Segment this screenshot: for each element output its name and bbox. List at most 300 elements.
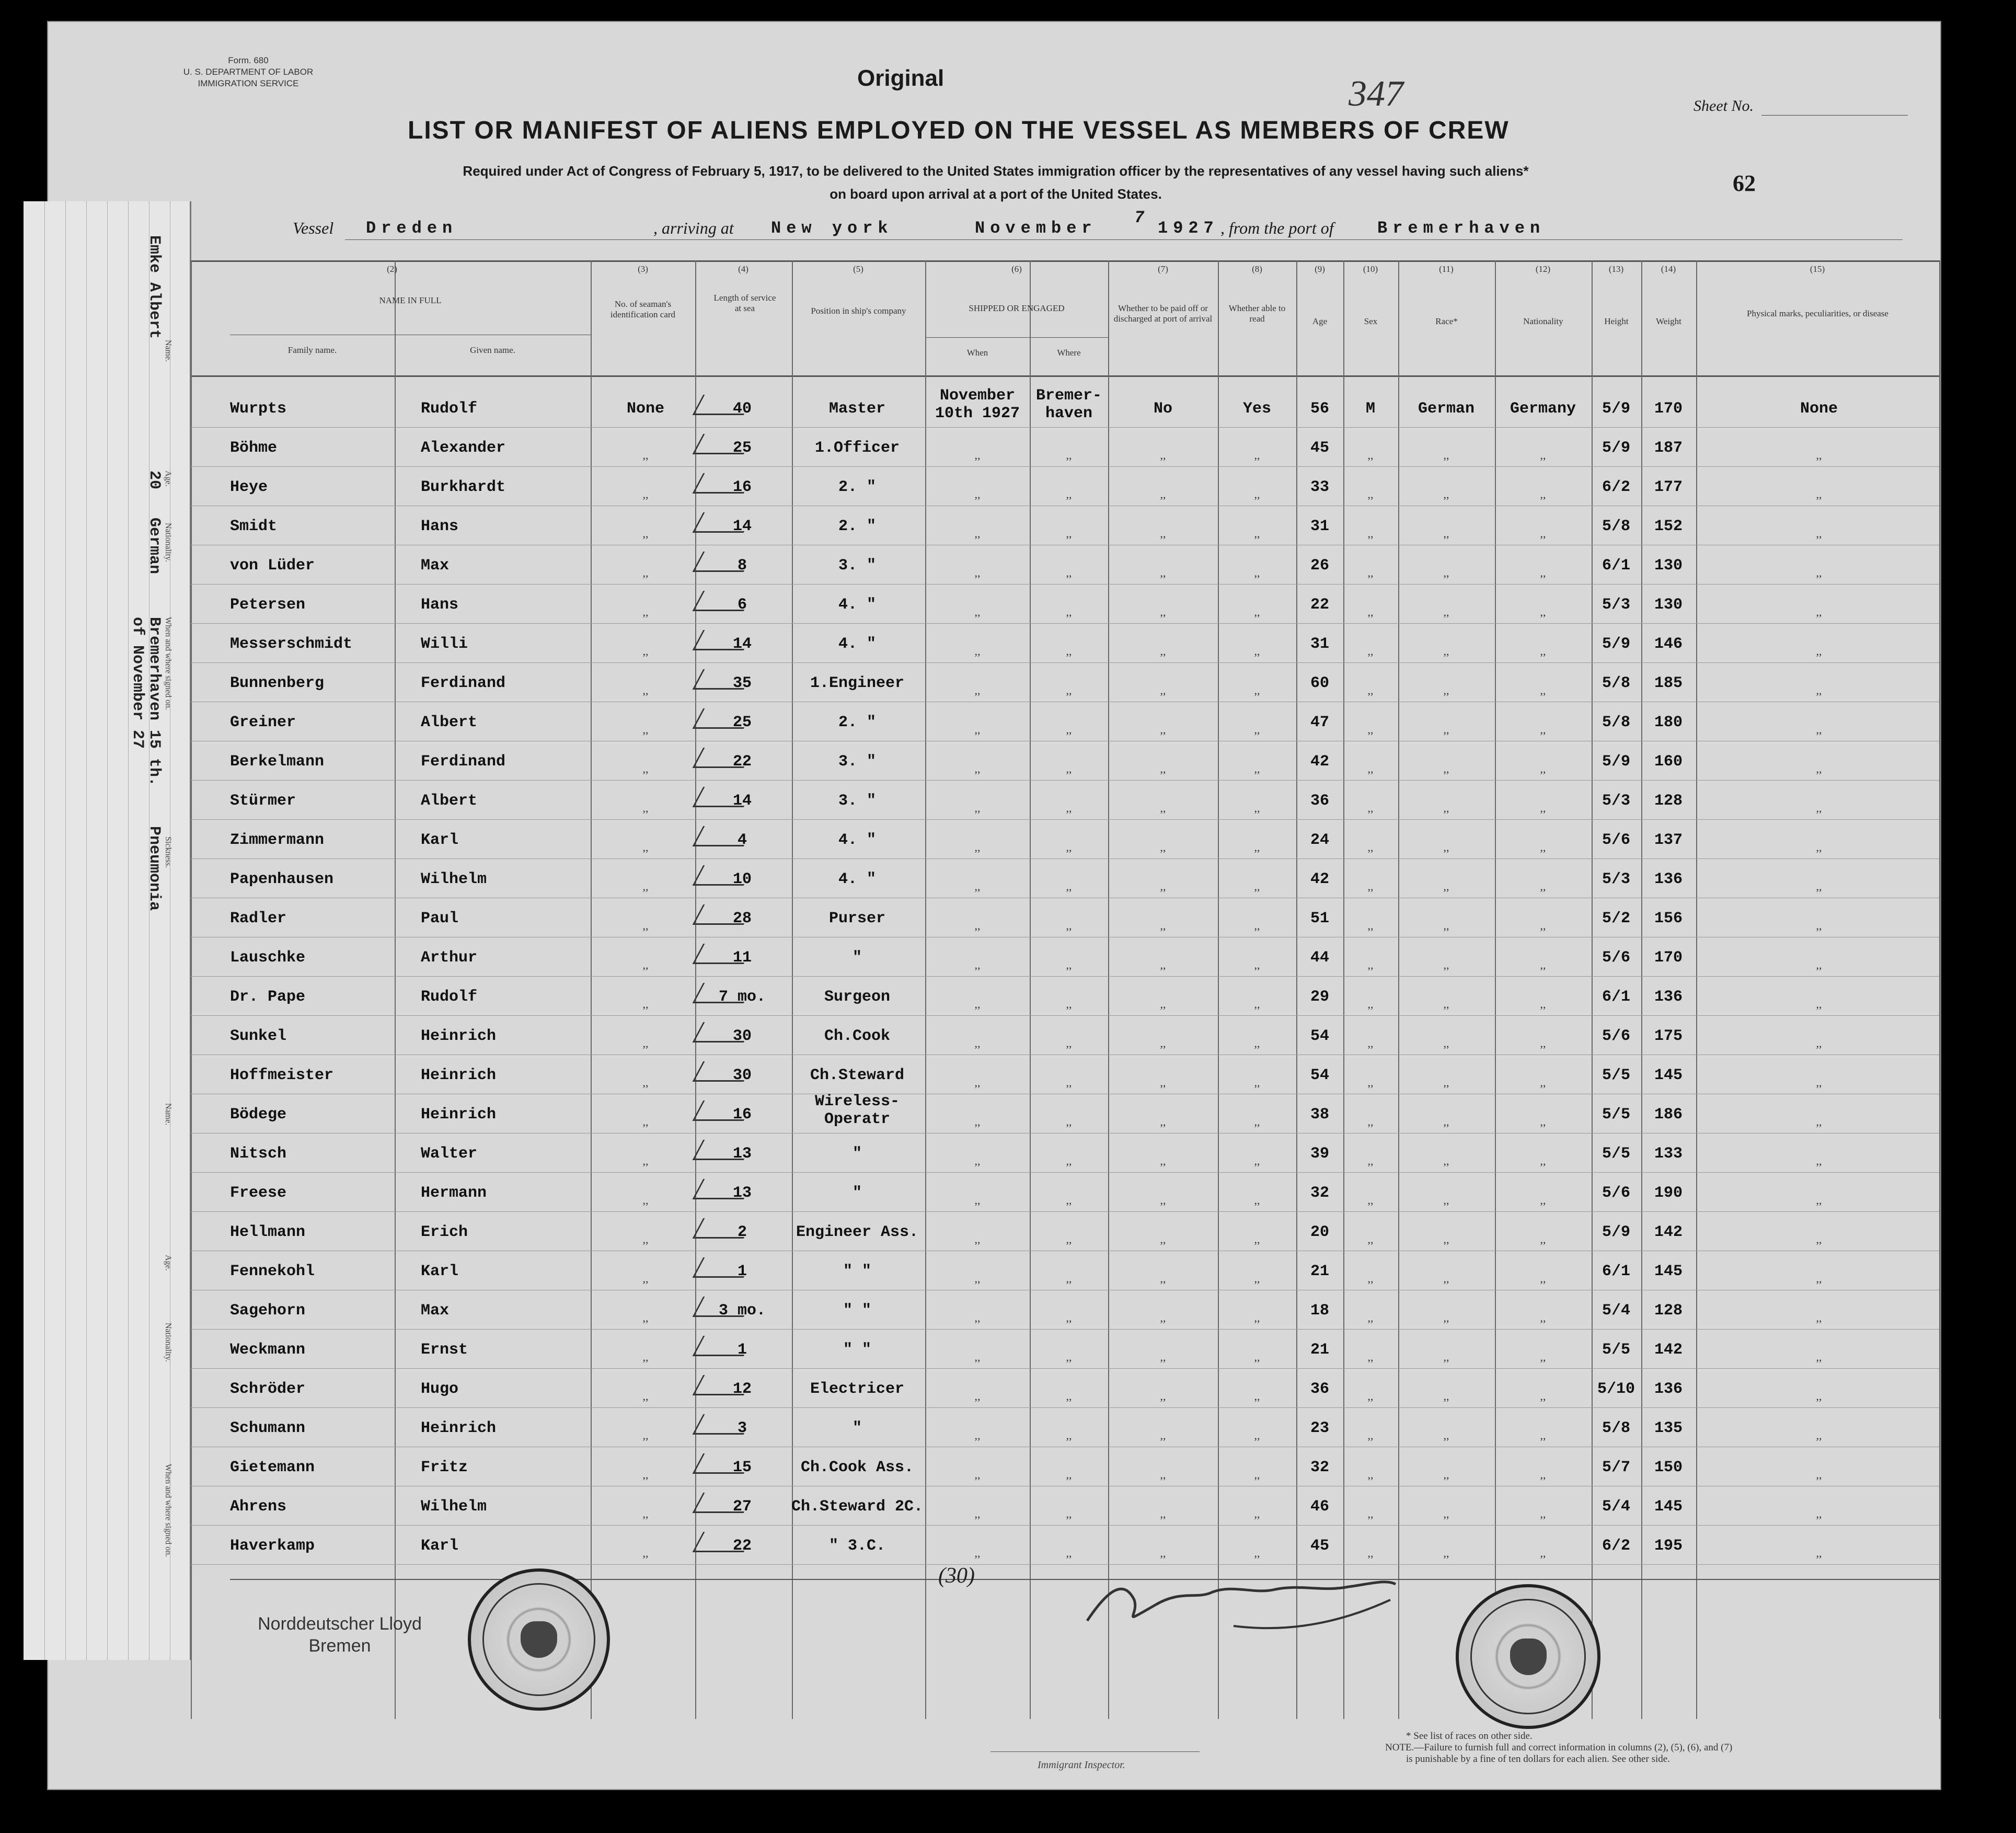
check-mark: [693, 1532, 755, 1552]
check-mark: [693, 1297, 755, 1317]
cell-weight: 156: [1654, 910, 1683, 927]
cell-nationality: ,,: [1540, 762, 1546, 775]
cell-service: 13: [732, 1145, 752, 1163]
cell-marks: ,,: [1816, 1194, 1822, 1207]
cell-family: Sagehorn: [230, 1302, 306, 1320]
strip-signed-on: Bremerhaven 15 th.: [145, 617, 163, 787]
original-label: Original: [857, 65, 944, 91]
col-physical-marks: Physical marks, peculiarities, or disease: [1747, 308, 1888, 318]
cell-card: ,,: [642, 998, 649, 1011]
cell-race: ,,: [1443, 841, 1449, 854]
cell-read: ,,: [1254, 1546, 1260, 1560]
cell-age: 36: [1310, 792, 1330, 810]
row-rule: [191, 1407, 1939, 1408]
cell-card: ,,: [642, 1272, 649, 1285]
consulate-stamp-left: [468, 1568, 610, 1711]
cell-race: ,,: [1443, 488, 1449, 501]
check-mark: [693, 1179, 755, 1199]
cell-height: 6/1: [1602, 1263, 1631, 1280]
cell-weight: 160: [1654, 753, 1683, 771]
cell-sex: ,,: [1367, 488, 1374, 501]
cell-nationality: ,,: [1540, 1468, 1546, 1481]
footnote-races: * See list of races on other side.: [1406, 1731, 1533, 1742]
cell-position: Ch.Steward 2C.: [791, 1498, 924, 1516]
cell-service: 16: [732, 478, 752, 496]
check-mark: [693, 1375, 755, 1395]
cell-card: ,,: [642, 645, 649, 658]
cell-nationality: ,,: [1540, 801, 1546, 815]
strip-header-name-2: Name.: [164, 1103, 172, 1126]
cell-sex: M: [1365, 400, 1376, 418]
cell-race: ,,: [1443, 1311, 1449, 1324]
cell-paid: ,,: [1160, 488, 1166, 501]
row-rule: [191, 1564, 1939, 1565]
cell-nationality: ,,: [1540, 1350, 1546, 1364]
cell-where: ,,: [1066, 1037, 1072, 1050]
cell-age: 45: [1310, 1537, 1330, 1555]
cell-height: 5/6: [1602, 1184, 1631, 1202]
cell-marks: ,,: [1816, 880, 1822, 893]
cell-height: 5/6: [1602, 1027, 1631, 1045]
cell-family: Dr. Pape: [230, 988, 306, 1006]
cell-service: 6: [737, 596, 747, 614]
cell-given: Max: [421, 1302, 450, 1320]
vessel-name: Dreden: [366, 219, 458, 238]
cell-height: 5/8: [1602, 674, 1631, 692]
col-num-5: (5): [853, 264, 863, 274]
cell-where: ,,: [1066, 1507, 1072, 1520]
cell-weight: 152: [1654, 518, 1683, 535]
cell-nationality: ,,: [1540, 1115, 1546, 1128]
cell-given: Hans: [421, 596, 459, 614]
cell-read: ,,: [1254, 801, 1260, 815]
cell-card: ,,: [642, 1115, 649, 1128]
cell-service: 4: [737, 831, 747, 849]
cell-marks: ,,: [1816, 1115, 1822, 1128]
cell-sex: ,,: [1367, 841, 1374, 854]
cell-where: ,,: [1066, 1272, 1072, 1285]
cell-service: 25: [732, 714, 752, 731]
cell-sex: ,,: [1367, 1272, 1374, 1285]
cell-age: 31: [1310, 635, 1330, 653]
cell-position: ": [852, 1419, 862, 1437]
cell-sex: ,,: [1367, 1154, 1374, 1167]
cell-service: 13: [732, 1184, 752, 1202]
cell-where: ,,: [1066, 605, 1072, 618]
cell-race: ,,: [1443, 605, 1449, 618]
cell-service: 12: [732, 1380, 752, 1398]
cell-card: ,,: [642, 566, 649, 579]
cell-race: ,,: [1443, 1390, 1449, 1403]
cell-given: Wilhelm: [421, 870, 487, 888]
col-race: Race*: [1435, 316, 1458, 326]
row-rule: [191, 1172, 1939, 1173]
cell-marks: ,,: [1816, 1037, 1822, 1050]
company-line-2: Bremen: [308, 1636, 371, 1656]
col-weight: Weight: [1656, 316, 1681, 326]
cell-marks: ,,: [1816, 1468, 1822, 1481]
cell-nationality: ,,: [1540, 1546, 1546, 1560]
cell-when: November 10th 1927: [935, 387, 1020, 422]
cell-height: 5/3: [1602, 596, 1631, 614]
cell-read: ,,: [1254, 1154, 1260, 1167]
cell-when: ,,: [974, 1390, 981, 1403]
cell-read: ,,: [1254, 684, 1260, 697]
cell-where: ,,: [1066, 998, 1072, 1011]
cell-weight: 150: [1654, 1459, 1683, 1476]
cell-when: ,,: [974, 723, 981, 736]
cell-nationality: ,,: [1540, 1311, 1546, 1324]
vessel-label: Vessel: [293, 219, 334, 237]
cell-read: ,,: [1254, 566, 1260, 579]
cell-nationality: ,,: [1540, 919, 1546, 932]
cell-where: ,,: [1066, 801, 1072, 815]
cell-paid: ,,: [1160, 1468, 1166, 1481]
cell-weight: 136: [1654, 988, 1683, 1006]
cell-race: ,,: [1443, 1546, 1449, 1560]
cell-position: ": [852, 1184, 862, 1202]
cell-marks: ,,: [1816, 841, 1822, 854]
cell-card: None: [626, 400, 665, 418]
strip-header-age: Age.: [164, 471, 172, 487]
cell-service: 10: [732, 870, 752, 888]
strip-header-signed-2: When and where signed on.: [164, 1464, 172, 1557]
cell-service: 30: [732, 1067, 752, 1084]
cell-sex: ,,: [1367, 449, 1374, 462]
cell-given: Arthur: [421, 949, 478, 967]
cell-card: ,,: [642, 1468, 649, 1481]
check-mark: [693, 944, 755, 964]
cell-card: ,,: [642, 1194, 649, 1207]
cell-nationality: Germany: [1510, 400, 1576, 418]
cell-service: 22: [732, 753, 752, 771]
cell-position: " ": [843, 1302, 872, 1320]
cell-height: 5/8: [1602, 518, 1631, 535]
cell-given: Hugo: [421, 1380, 459, 1398]
check-mark: [693, 1493, 755, 1513]
cell-when: ,,: [974, 1507, 981, 1520]
col-num-12: (12): [1535, 264, 1551, 274]
cell-age: 54: [1310, 1067, 1330, 1084]
cell-read: ,,: [1254, 645, 1260, 658]
cell-given: Wilhelm: [421, 1498, 487, 1516]
cell-age: 31: [1310, 518, 1330, 535]
cell-weight: 145: [1654, 1067, 1683, 1084]
cell-race: ,,: [1443, 1233, 1449, 1246]
cell-nationality: ,,: [1540, 723, 1546, 736]
cell-service: 8: [737, 557, 747, 575]
cell-height: 5/5: [1602, 1145, 1631, 1163]
cell-nationality: ,,: [1540, 841, 1546, 854]
cell-weight: 185: [1654, 674, 1683, 692]
cell-race: ,,: [1443, 801, 1449, 815]
cell-paid: ,,: [1160, 1390, 1166, 1403]
cell-where: ,,: [1066, 566, 1072, 579]
cell-given: Max: [421, 557, 450, 575]
cell-position: Ch.Cook Ass.: [800, 1459, 914, 1476]
arrival-day: 7: [1134, 208, 1150, 227]
check-mark: [693, 826, 755, 846]
cell-family: Sunkel: [230, 1027, 287, 1045]
cell-when: ,,: [974, 645, 981, 658]
cell-where: ,,: [1066, 684, 1072, 697]
cell-service: 16: [732, 1106, 752, 1124]
cell-read: ,,: [1254, 1194, 1260, 1207]
cell-position: Ch.Steward: [810, 1067, 905, 1084]
check-mark: [693, 1453, 755, 1474]
cell-age: 36: [1310, 1380, 1330, 1398]
cell-service: 3 mo.: [718, 1302, 766, 1320]
cell-nationality: ,,: [1540, 1076, 1546, 1089]
cell-nationality: ,,: [1540, 1233, 1546, 1246]
check-mark: [693, 591, 755, 611]
cell-card: ,,: [642, 449, 649, 462]
strip-nationality: German: [145, 518, 163, 575]
cell-family: Nitsch: [230, 1145, 287, 1163]
cell-weight: 145: [1654, 1498, 1683, 1516]
col-shipped-engaged: SHIPPED OR ENGAGED: [969, 303, 1065, 313]
cell-family: Gietemann: [230, 1459, 315, 1476]
company-line-1: Norddeutscher Lloyd: [258, 1614, 422, 1634]
cell-nationality: ,,: [1540, 998, 1546, 1011]
row-rule: [191, 1015, 1939, 1016]
col-height: Height: [1604, 316, 1629, 326]
cell-paid: ,,: [1160, 684, 1166, 697]
cell-where: ,,: [1066, 645, 1072, 658]
cell-family: Messerschmidt: [230, 635, 353, 653]
check-mark: [693, 1022, 755, 1042]
col-num-2: (2): [387, 264, 397, 274]
cell-paid: ,,: [1160, 605, 1166, 618]
cell-race: ,,: [1443, 1507, 1449, 1520]
cell-marks: ,,: [1816, 1233, 1822, 1246]
cell-sex: ,,: [1367, 723, 1374, 736]
cell-read: ,,: [1254, 1390, 1260, 1403]
cell-height: 5/5: [1602, 1106, 1631, 1124]
cell-sex: ,,: [1367, 1390, 1374, 1403]
cell-sex: ,,: [1367, 1115, 1374, 1128]
cell-service: 14: [732, 792, 752, 810]
cell-family: Schröder: [230, 1380, 306, 1398]
cell-given: Heinrich: [421, 1027, 497, 1045]
cell-card: ,,: [642, 1076, 649, 1089]
cell-weight: 137: [1654, 831, 1683, 849]
strip-age: 20: [145, 471, 163, 490]
cell-age: 54: [1310, 1027, 1330, 1045]
cell-age: 22: [1310, 596, 1330, 614]
cell-marks: None: [1800, 400, 1838, 418]
cell-nationality: ,,: [1540, 605, 1546, 618]
cell-age: 20: [1310, 1223, 1330, 1241]
cell-service: 40: [732, 400, 752, 418]
strip-header-signed: When and where signed on.: [164, 617, 172, 711]
cell-position: Electricer: [810, 1380, 905, 1398]
cell-marks: ,,: [1816, 488, 1822, 501]
cell-age: 51: [1310, 910, 1330, 927]
check-mark: [693, 1140, 755, 1160]
cell-when: ,,: [974, 449, 981, 462]
col-num-9: (9): [1315, 264, 1325, 274]
cell-position: 2. ": [838, 518, 877, 535]
cell-position: 4. ": [838, 635, 877, 653]
cell-weight: 175: [1654, 1027, 1683, 1045]
cell-height: 6/2: [1602, 478, 1631, 496]
cell-given: Willi: [421, 635, 468, 653]
cell-paid: ,,: [1160, 1194, 1166, 1207]
cell-race: ,,: [1443, 762, 1449, 775]
cell-race: ,,: [1443, 958, 1449, 971]
row-rule: [191, 1329, 1939, 1330]
footnote: [1385, 1731, 1908, 1765]
cell-weight: 145: [1654, 1263, 1683, 1280]
cell-race: ,,: [1443, 1350, 1449, 1364]
cell-sex: ,,: [1367, 645, 1374, 658]
cell-position: 4. ": [838, 596, 877, 614]
cell-paid: ,,: [1160, 449, 1166, 462]
cell-service: 28: [732, 910, 752, 927]
col-length-service: Length of service at sea: [713, 293, 776, 313]
cell-nationality: ,,: [1540, 1390, 1546, 1403]
cell-where: ,,: [1066, 958, 1072, 971]
cell-weight: 128: [1654, 792, 1683, 810]
cell-weight: 170: [1654, 949, 1683, 967]
cell-given: Hermann: [421, 1184, 487, 1202]
cell-when: ,,: [974, 1429, 981, 1442]
cell-age: 42: [1310, 753, 1330, 771]
cell-when: ,,: [974, 1546, 981, 1560]
side-strip: [24, 201, 191, 1660]
cell-nationality: ,,: [1540, 1429, 1546, 1442]
cell-age: 29: [1310, 988, 1330, 1006]
cell-nationality: ,,: [1540, 645, 1546, 658]
cell-sex: ,,: [1367, 762, 1374, 775]
cell-read: ,,: [1254, 527, 1260, 540]
cell-age: 60: [1310, 674, 1330, 692]
cell-paid: ,,: [1160, 1076, 1166, 1089]
cell-race: ,,: [1443, 919, 1449, 932]
crew-count: (30): [938, 1564, 975, 1588]
cell-position: 1.Engineer: [810, 674, 905, 692]
cell-age: 32: [1310, 1184, 1330, 1202]
cell-card: ,,: [642, 488, 649, 501]
cell-service: 27: [732, 1498, 752, 1516]
cell-when: ,,: [974, 1350, 981, 1364]
cell-card: ,,: [642, 841, 649, 854]
cell-height: 5/5: [1602, 1341, 1631, 1359]
cell-height: 5/6: [1602, 949, 1631, 967]
cell-when: ,,: [974, 998, 981, 1011]
sheet-no-label: Sheet No.: [1694, 97, 1754, 114]
row-rule: [191, 1368, 1939, 1369]
cell-sex: ,,: [1367, 880, 1374, 893]
cell-where: ,,: [1066, 723, 1072, 736]
cell-position: 2. ": [838, 714, 877, 731]
cell-read: ,,: [1254, 488, 1260, 501]
cell-card: ,,: [642, 958, 649, 971]
cell-age: 21: [1310, 1263, 1330, 1280]
arrival-month: November: [975, 219, 1097, 238]
cell-service: 25: [732, 439, 752, 457]
cell-paid: ,,: [1160, 880, 1166, 893]
cell-paid: ,,: [1160, 1429, 1166, 1442]
check-mark: [693, 748, 755, 768]
cell-where: ,,: [1066, 1468, 1072, 1481]
cell-where: ,,: [1066, 449, 1072, 462]
cell-age: 33: [1310, 478, 1330, 496]
cell-marks: ,,: [1816, 1311, 1822, 1324]
cell-marks: ,,: [1816, 1350, 1822, 1364]
cell-height: 6/2: [1602, 1537, 1631, 1555]
cell-read: ,,: [1254, 1233, 1260, 1246]
cell-sex: ,,: [1367, 605, 1374, 618]
strip-name: Emke Albert: [145, 235, 163, 339]
cell-when: ,,: [974, 488, 981, 501]
cell-card: ,,: [642, 1350, 649, 1364]
cell-nationality: ,,: [1540, 1272, 1546, 1285]
row-rule: [191, 466, 1939, 467]
cell-height: 5/10: [1597, 1380, 1635, 1398]
cell-position: 4. ": [838, 870, 877, 888]
cell-family: Fennekohl: [230, 1263, 315, 1280]
cell-marks: ,,: [1816, 684, 1822, 697]
cell-marks: ,,: [1816, 1507, 1822, 1520]
cell-family: Radler: [230, 910, 287, 927]
cell-paid: ,,: [1160, 645, 1166, 658]
row-rule: [191, 427, 1939, 428]
cell-family: Heye: [230, 478, 268, 496]
cell-given: Heinrich: [421, 1419, 497, 1437]
cell-nationality: ,,: [1540, 1037, 1546, 1050]
cell-height: 6/1: [1602, 988, 1631, 1006]
cell-race: ,,: [1443, 684, 1449, 697]
consulate-stamp-right: [1456, 1584, 1600, 1729]
cell-card: ,,: [642, 1311, 649, 1324]
cell-service: 14: [732, 635, 752, 653]
cell-age: 42: [1310, 870, 1330, 888]
cell-weight: 187: [1654, 439, 1683, 457]
cell-card: ,,: [642, 919, 649, 932]
cell-age: 39: [1310, 1145, 1330, 1163]
cell-where: ,,: [1066, 1115, 1072, 1128]
check-mark: [693, 512, 755, 533]
check-mark: [693, 473, 755, 494]
cell-marks: ,,: [1816, 1390, 1822, 1403]
cell-position: " ": [843, 1263, 872, 1280]
cell-race: ,,: [1443, 1115, 1449, 1128]
strip-sickness: Pneumonia: [145, 826, 163, 911]
cell-weight: 142: [1654, 1341, 1683, 1359]
cell-paid: ,,: [1160, 1037, 1166, 1050]
cell-family: Bödege: [230, 1106, 287, 1124]
cell-when: ,,: [974, 1037, 981, 1050]
cell-when: ,,: [974, 841, 981, 854]
cell-paid: ,,: [1160, 841, 1166, 854]
cell-family: Greiner: [230, 714, 296, 731]
cell-sex: ,,: [1367, 1076, 1374, 1089]
check-mark: [693, 434, 755, 454]
header-bottom-rule: [191, 375, 1939, 377]
cell-read: ,,: [1254, 1507, 1260, 1520]
row-rule: [191, 584, 1939, 585]
cell-race: ,,: [1443, 998, 1449, 1011]
page-title: LIST OR MANIFEST OF ALIENS EMPLOYED ON THE VESSEL AS MEMBERS OF CREW: [408, 117, 1510, 144]
cell-race: ,,: [1443, 645, 1449, 658]
cell-age: 45: [1310, 439, 1330, 457]
cell-sex: ,,: [1367, 1507, 1374, 1520]
check-mark: [693, 787, 755, 807]
cell-sex: ,,: [1367, 1429, 1374, 1442]
cell-race: ,,: [1443, 449, 1449, 462]
